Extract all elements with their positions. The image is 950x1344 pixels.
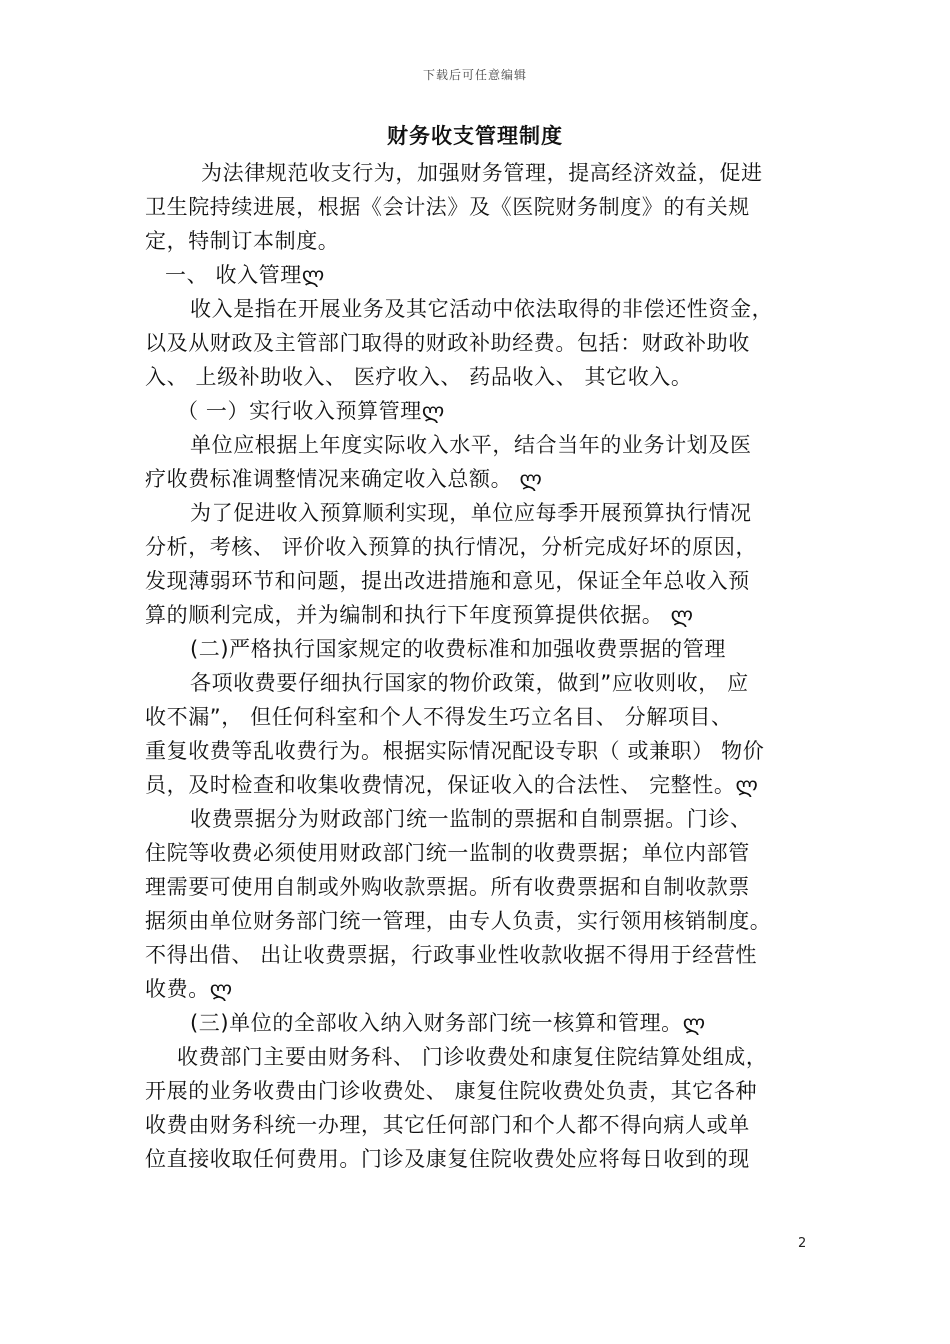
text-line: 定，特制订本制度。: [145, 229, 340, 253]
text-line: 收不漏”， 但任何科室和个人不得发生巧立名目、 分解项目、: [145, 705, 733, 729]
text-line: 一、 收入管理ლ: [165, 263, 325, 287]
text-line: 住院等收费必须使用财政部门统一监制的收费票据；单位内部管: [145, 841, 750, 865]
text-line: 入、 上级补助收入、 医疗收入、 药品收入、 其它收入。: [145, 365, 693, 389]
text-line: 为法律规范收支行为，加强财务管理，提高经济效益，促进: [201, 161, 763, 185]
text-line: 各项收费要仔细执行国家的物价政策，做到”应收则收， 应: [190, 671, 749, 695]
text-line: 位直接收取任何费用。门诊及康复住院收费处应将每日收到的现: [145, 1147, 750, 1171]
text-line: 收费。ლ: [145, 977, 233, 1001]
text-line: 收费部门主要由财务科、 门诊收费处和康复住院结算处组成，: [177, 1045, 768, 1069]
text-line: （ 一）实行收入预算管理ლ: [177, 399, 445, 423]
text-line: 算的顺利完成，并为编制和执行下年度预算提供依据。 ლ: [145, 603, 694, 627]
document-body: [145, 156, 810, 1176]
text-line: 疗收费标准调整情况来确定收入总额。 ლ: [145, 467, 543, 491]
text-line: (三)单位的全部收入纳入财务部门统一核算和管理。ლ: [190, 1011, 706, 1035]
header-note: 下载后可任意编辑: [422, 68, 527, 82]
text-line: 收费票据分为财政部门统一监制的票据和自制票据。门诊、: [190, 807, 752, 831]
text-line: 据须由单位财务部门统一管理，由专人负责，实行领用核销制度。: [145, 909, 772, 933]
text-line: 员，及时检查和收集收费情况，保证收入的合法性、 完整性。ლ: [145, 773, 759, 797]
text-line: 为了促进收入预算顺利实现，单位应每季开展预算执行情况: [190, 501, 752, 525]
text-line: 发现薄弱环节和问题，提出改进措施和意见，保证全年总收入预: [145, 569, 750, 593]
text-line: 以及从财政及主管部门取得的财政补助经费。包括：财政补助收: [145, 331, 750, 355]
text-line: 收入是指在开展业务及其它活动中依法取得的非偿还性资金，: [190, 297, 774, 321]
text-line: 分析，考核、 评价收入预算的执行情况，分析完成好坏的原因，: [145, 535, 758, 559]
text-line: 单位应根据上年度实际收入水平，结合当年的业务计划及医: [190, 433, 752, 457]
document-title: 财务收支管理制度: [387, 124, 563, 148]
text-line: 不得出借、 出让收费票据，行政事业性收款收据不得用于经营性: [145, 943, 758, 967]
page-number: 2: [798, 1236, 807, 1251]
text-line: 卫生院持续进展，根据《会计法》及《医院财务制度》的有关规: [145, 195, 750, 219]
text-line: 开展的业务收费由门诊收费处、 康复住院收费处负责，其它各种: [145, 1079, 758, 1103]
text-line: (二)严格执行国家规定的收费标准和加强收费票据的管理: [190, 637, 726, 661]
text-line: 收费由财务科统一办理，其它任何部门和个人都不得向病人或单: [145, 1113, 750, 1137]
text-line: 理需要可使用自制或外购收款票据。所有收费票据和自制收款票: [145, 875, 750, 899]
text-line: 重复收费等乱收费行为。根据实际情况配设专职（ 或兼职） 物价: [145, 739, 765, 763]
